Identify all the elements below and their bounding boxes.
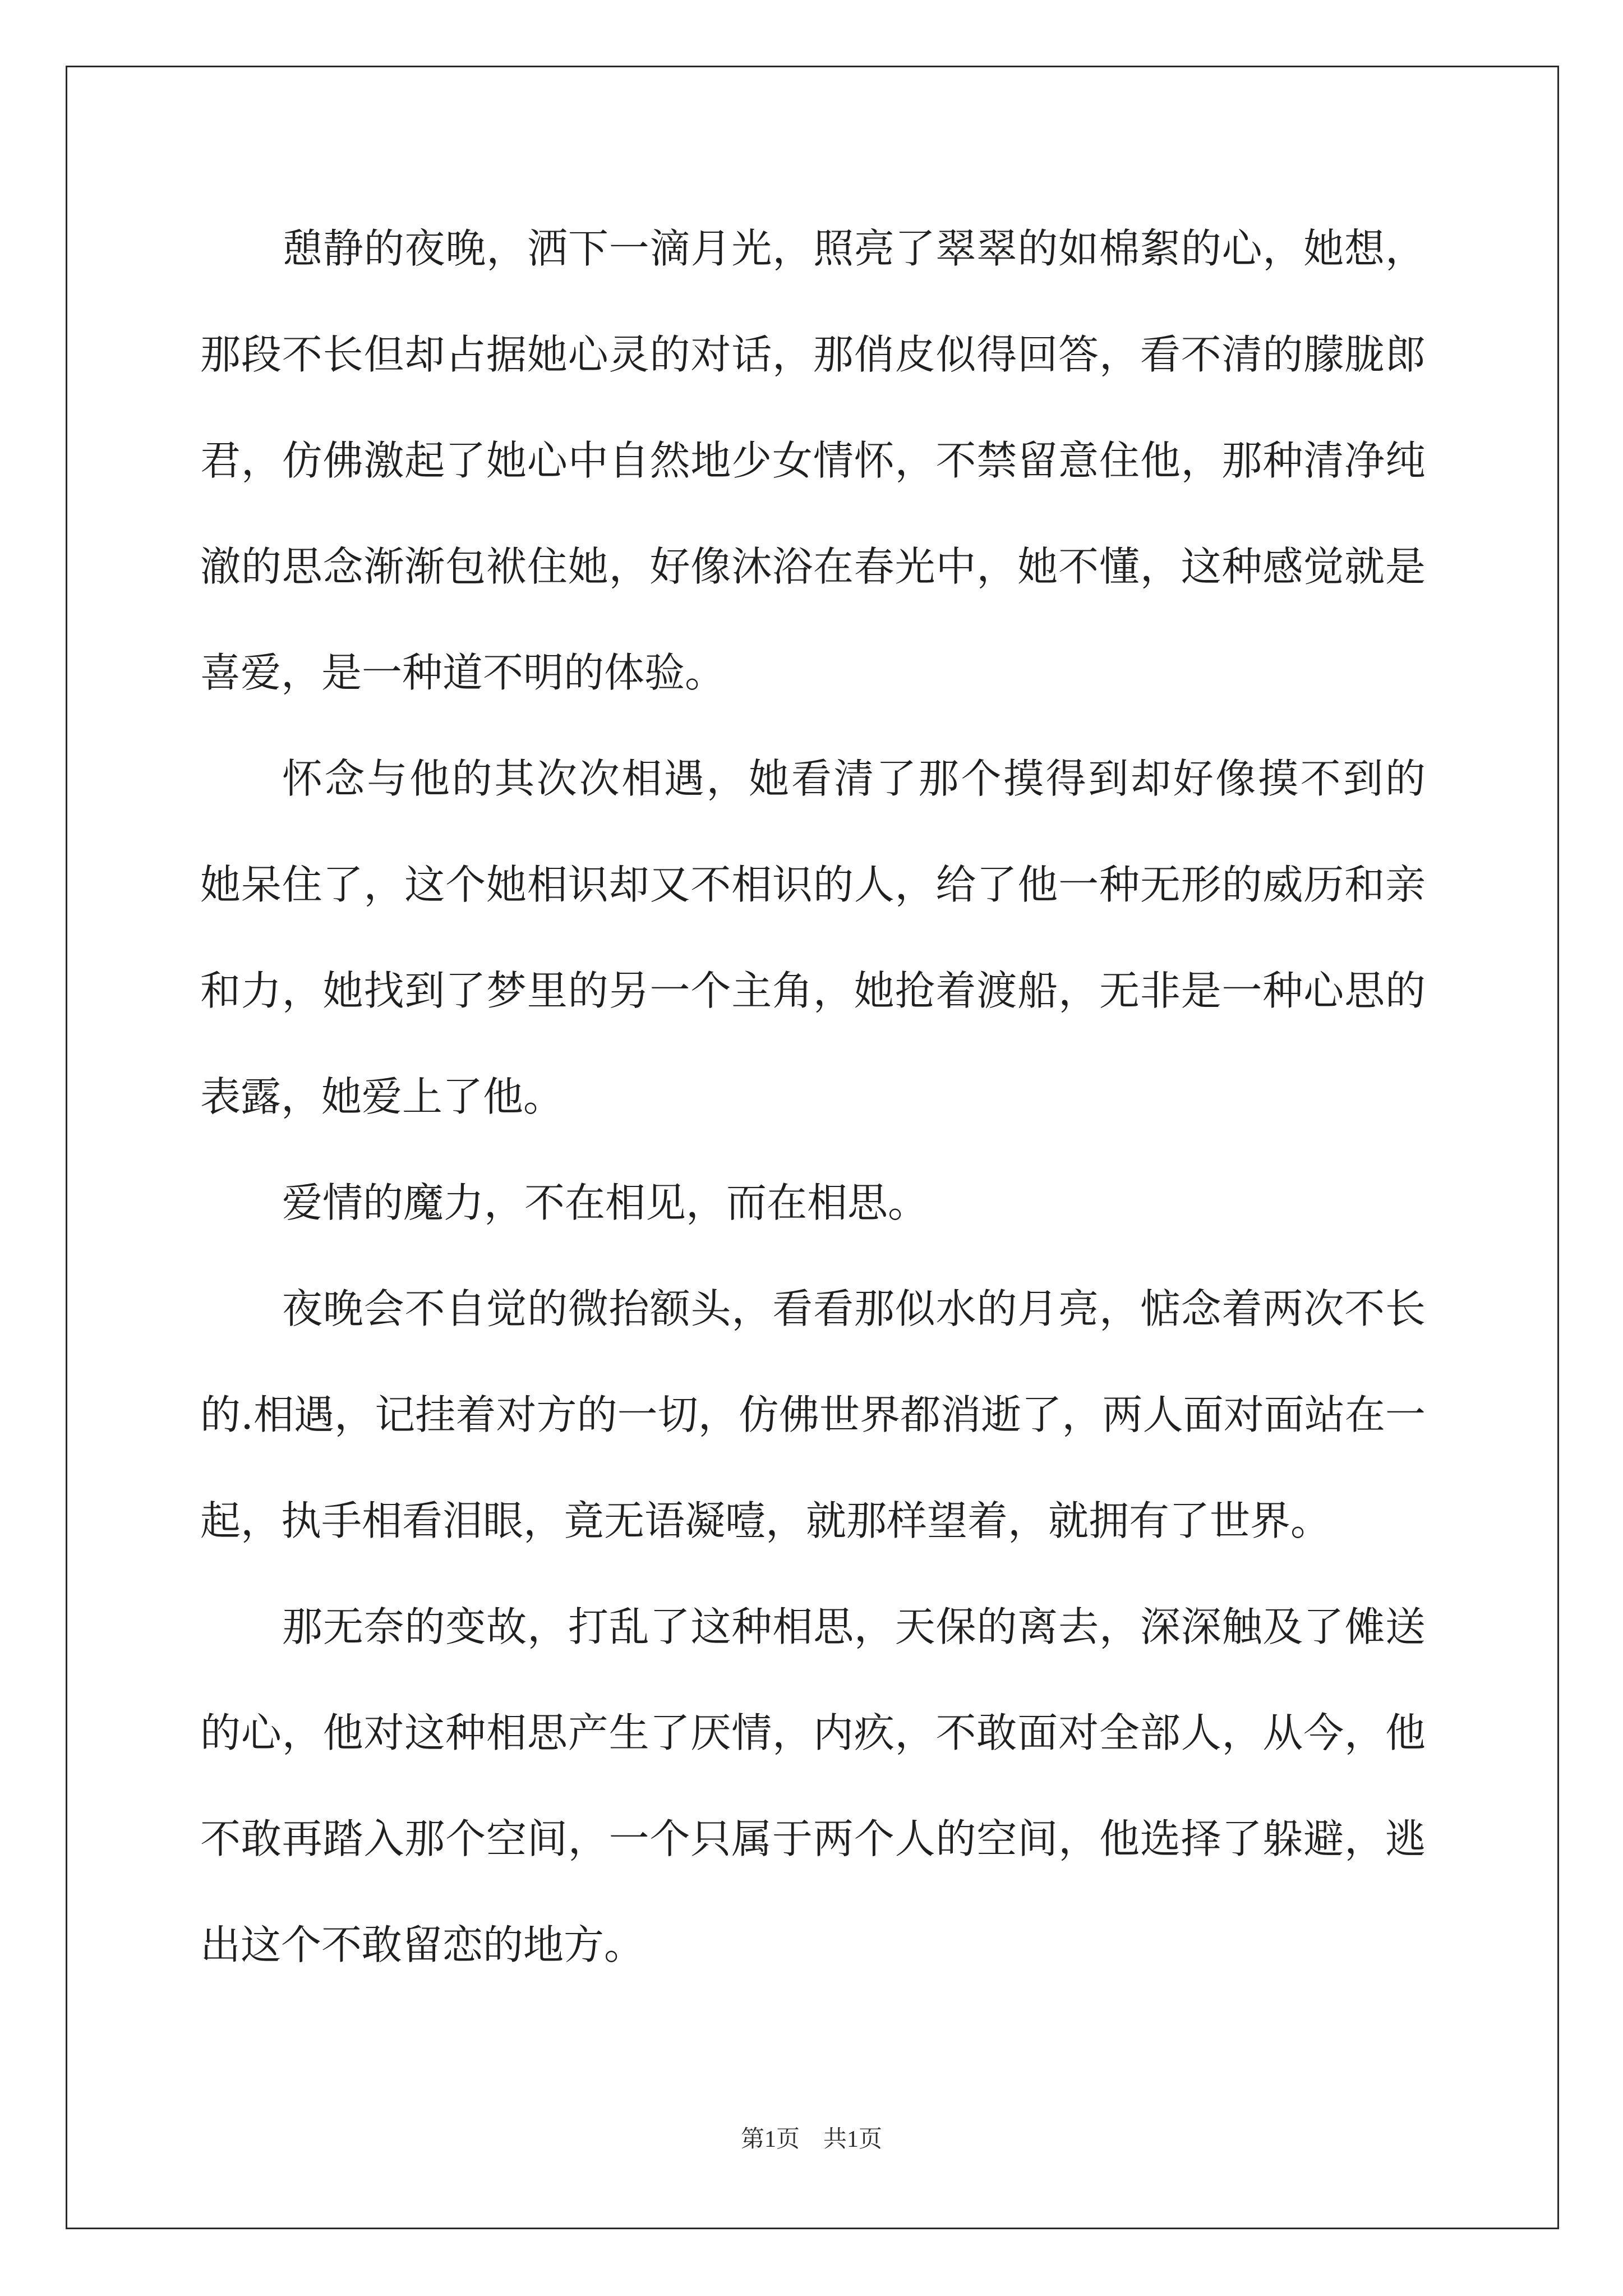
text-line: 那段不长但却占据她心灵的对话，那俏皮似得回答，看不清的朦胧郎 [200,331,1426,378]
paragraph [200,1256,1426,1574]
text-line: 她呆住了，这个她相识却又不相识的人，给了他一种无形的威历和亲 [200,861,1426,908]
paragraph [200,1574,1426,1998]
text-line: 夜晚会不自觉的微抬额头，看看那似水的月亮，惦念着两次不长 [282,1285,1426,1332]
paragraph [200,1150,1426,1256]
text-line: 的.相遇，记挂着对方的一切，仿佛世界都消逝了，两人面对面站在一 [200,1391,1426,1438]
text-line: 澈的思念渐渐包袱住她，好像沐浴在春光中，她不懂，这种感觉就是 [200,543,1426,590]
text-line: 君，仿佛激起了她心中自然地少女情怀，不禁留意住他，那种清净纯 [200,437,1426,484]
text-line: 怀念与他的其次次相遇，她看清了那个摸得到却好像摸不到的 [282,755,1426,802]
text-line: 和力，她找到了梦里的另一个主角，她抢着渡船，无非是一种心思的 [200,967,1426,1014]
text-line: 的心，他对这种相思产生了厌情，内疚，不敢面对全部人，从今，他 [200,1709,1426,1756]
text-line: 表露，她爱上了他。 [200,1073,564,1120]
paragraph [200,196,1426,726]
document-body [200,196,1426,1998]
paragraph [200,726,1426,1150]
text-line: 憩静的夜晚，洒下一滴月光，照亮了翠翠的如棉絮的心，她想， [282,225,1426,272]
text-line: 出这个不敢留恋的地方。 [200,1921,645,1968]
page-number-footer: 第1页 共1页 [740,2127,882,2152]
text-line: 那无奈的变故，打乱了这种相思，天保的离去，深深触及了傩送 [282,1603,1426,1650]
text-line: 爱情的魔力，不在相见，而在相思。 [282,1179,929,1226]
text-line: 喜爱，是一种道不明的体验。 [200,649,726,696]
text-line: 不敢再踏入那个空间，一个只属于两个人的空间，他选择了躲避，逃 [200,1815,1426,1862]
text-line: 起，执手相看泪眼，竟无语凝噎，就那样望着，就拥有了世界。 [200,1497,1331,1544]
